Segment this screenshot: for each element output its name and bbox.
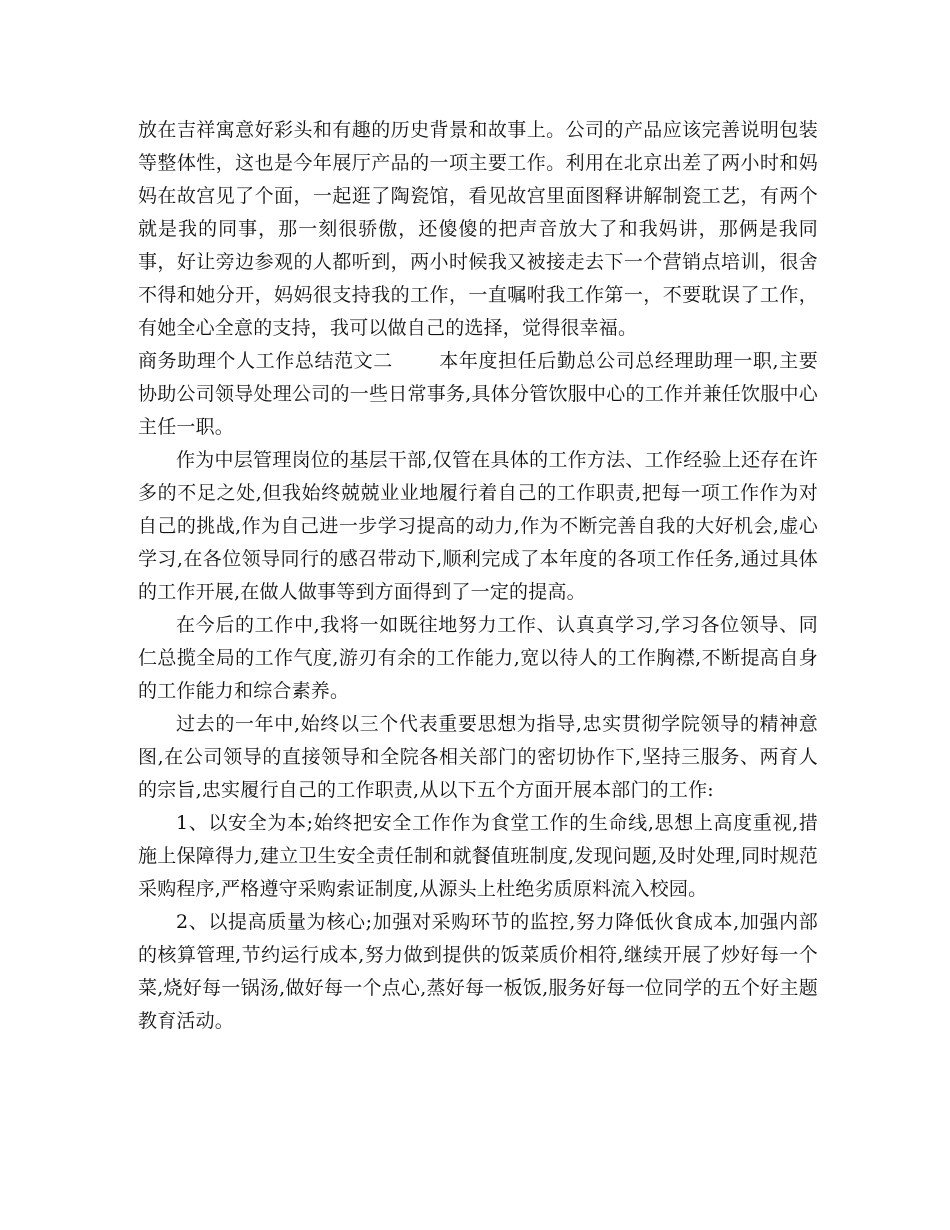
paragraph-item-2: 2、以提高质量为核心;加强对采购环节的监控,努力降低伙食成本,加强内部的核算管理,节约运行成本,努力做到提供的饭菜质价相符,继续开展了炒好每一个菜,烧好每一锅汤,做好每一个点心,蒸好每一板饭,服务好每一位同学的五个好主题教育活动。 xyxy=(138,911,818,1032)
paragraph-past-year: 过去的一年中,始终以三个代表重要思想为指导,忠实贯彻学院领导的精神意图,在公司领导的直接领导和全院各相关部门的密切协作下,坚持三服务、两育人的宗旨,忠实履行自己的工作职责,从以下五个方面开展本部门的工作: xyxy=(138,713,818,801)
section-heading: 商务助理个人工作总结范文二 xyxy=(138,350,393,372)
document-body xyxy=(138,114,818,1038)
paragraph-opening: 放在吉祥寓意好彩头和有趣的历史背景和故事上。公司的产品应该完善说明包装等整体性，这也是今年展厅产品的一项主要工作。利用在北京出差了两小时和妈妈在故宫见了个面，一起逛了陶瓷馆，看见故宫里面图释讲解制瓷工艺，有两个就是我的同事，那一刻很骄傲，还傻傻的把声音放大了和我妈讲，那俩是我同事，好让旁边参观的人都听到，两小时候我又被接走去下一个营销点培训，很舍不得和她分开，妈妈很支持我的工作，一直嘱咐我工作第一，不要耽误了工作，有她全心全意的支持，我可以做自己的选择，觉得很幸福。 xyxy=(138,119,818,339)
paragraph-role: 作为中层管理岗位的基层干部,仅管在具体的工作方法、工作经验上还存在许多的不足之处,但我始终兢兢业业地履行着自己的工作职责,把每一项工作作为对自己的挑战,作为自己进一步学习提高的动力,作为不断完善自我的大好机会,虚心学习,在各位领导同行的感召带动下,顺利完成了本年度的各项工作任务,通过具体的工作开展,在做人做事等到方面得到了一定的提高。 xyxy=(138,449,818,603)
section-heading-paragraph xyxy=(138,345,818,444)
paragraph-future: 在今后的工作中,我将一如既往地努力工作、认真真学习,学习各位领导、同仁总揽全局的工作气度,游刃有余的工作能力,宽以待人的工作胸襟,不断提高自身的工作能力和综合素养。 xyxy=(138,614,818,702)
section-intro: 本年度担任后勤总公司总经理助理一职,主要协助公司领导处理公司的一些日常事务,具体分管饮服中心的工作并兼任饮服中心主任一职。 xyxy=(138,350,818,438)
paragraph-item-1: 1、以安全为本;始终把安全工作作为食堂工作的生命线,思想上高度重视,措施上保障得力,建立卫生安全责任制和就餐值班制度,发现问题,及时处理,同时规范采购程序,严格遵守采购索证制度,从源头上杜绝劣质原料流入校园。 xyxy=(138,812,818,900)
